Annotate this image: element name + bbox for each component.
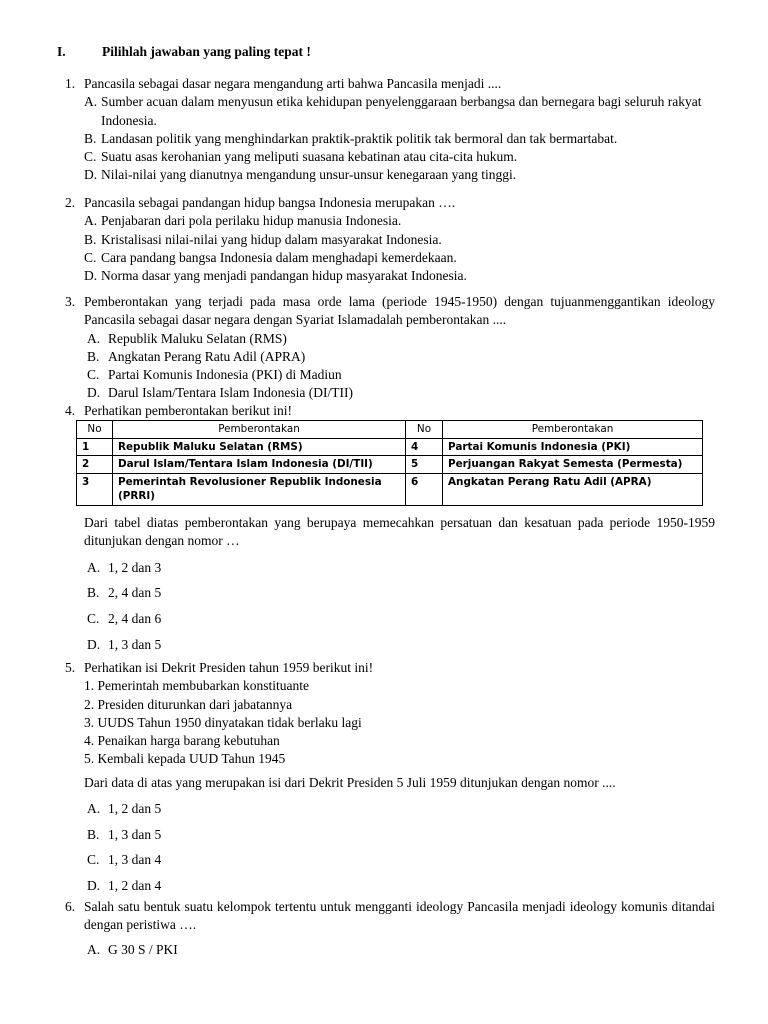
question-number: 5. bbox=[65, 660, 76, 675]
answer-option bbox=[84, 384, 715, 402]
answer-options bbox=[84, 555, 715, 658]
option-text: 1, 2 dan 4 bbox=[108, 878, 162, 894]
option-text: Partai Komunis Indonesia (PKI) di Madiun bbox=[108, 367, 342, 383]
answer-option bbox=[84, 937, 715, 963]
answer-option bbox=[84, 822, 715, 848]
table-header-row bbox=[77, 421, 703, 439]
question-text: Pancasila sebagai pandangan hidup bangsa Indonesia merupakan …. bbox=[84, 195, 456, 210]
answer-option bbox=[84, 330, 715, 348]
option-letter: D. bbox=[87, 878, 101, 894]
option-text: 1, 3 dan 5 bbox=[108, 636, 162, 652]
answer-option bbox=[84, 212, 715, 230]
option-text: Angkatan Perang Ratu Adil (APRA) bbox=[108, 348, 306, 364]
option-letter: B. bbox=[87, 348, 100, 364]
option-letter: C. bbox=[84, 149, 97, 165]
list-item: 2. Presiden diturunkan dari jabatannya bbox=[84, 696, 293, 712]
table-row bbox=[77, 473, 703, 505]
option-text: Nilai-nilai yang dianutnya mengandung unsur-unsur kenegaraan yang tinggi. bbox=[101, 167, 517, 183]
option-text: 1, 3 dan 4 bbox=[108, 852, 162, 868]
section-number: I. bbox=[57, 44, 66, 59]
answer-option bbox=[84, 267, 715, 285]
question-6 bbox=[65, 898, 715, 962]
question-text: Perhatikan isi Dekrit Presiden tahun 1959 berikut ini! bbox=[84, 660, 374, 675]
answer-option bbox=[84, 348, 715, 366]
question-text: Salah satu bentuk suatu kelompok tertentu untuk mengganti ideology Pancasila menjadi ideology komunis ditandai dengan peristiwa …. bbox=[84, 899, 715, 933]
answer-options bbox=[84, 330, 715, 403]
column-header: Pemberontakan bbox=[113, 421, 406, 439]
option-letter: A. bbox=[87, 941, 101, 957]
list-item: 5. Kembali kepada UUD Tahun 1945 bbox=[84, 751, 286, 767]
answer-option bbox=[84, 580, 715, 606]
question-1 bbox=[65, 75, 715, 185]
option-text: 1, 2 dan 3 bbox=[108, 559, 162, 575]
table-cell: 4 bbox=[406, 438, 443, 456]
list-item: 4. Penaikan harga barang kebutuhan bbox=[84, 733, 280, 749]
option-letter: A. bbox=[87, 801, 101, 817]
option-text: G 30 S / PKI bbox=[108, 941, 178, 957]
option-letter: C. bbox=[87, 611, 100, 626]
option-letter: B. bbox=[87, 826, 100, 842]
option-letter: B. bbox=[87, 585, 100, 601]
question-4-prompt bbox=[65, 514, 715, 657]
option-text: Republik Maluku Selatan (RMS) bbox=[108, 330, 287, 346]
option-letter: A. bbox=[84, 213, 98, 229]
option-letter: D. bbox=[87, 636, 101, 652]
option-letter: C. bbox=[87, 367, 100, 383]
option-letter: A. bbox=[87, 330, 101, 346]
answer-option bbox=[84, 555, 715, 581]
question-number: 6. bbox=[65, 899, 76, 914]
answer-option bbox=[84, 606, 715, 632]
table-row bbox=[77, 456, 703, 474]
option-text: Kristalisasi nilai-nilai yang hidup dalam masyarakat Indonesia. bbox=[101, 231, 442, 247]
question-text: Pemberontakan yang terjadi pada masa orde lama (periode 1945-1950) dengan tujuanmenggantikan ideology Pancasila sebagai dasar negara dengan Syariat Islamadalah pemberontakan .... bbox=[84, 294, 715, 328]
option-letter: A. bbox=[87, 559, 101, 575]
question-number: 4. bbox=[65, 403, 76, 418]
question-text: Dari tabel diatas pemberontakan yang berupaya memecahkan persatuan dan kesatuan pada periode 1950-1959 ditunjukan dengan nomor … bbox=[84, 515, 715, 549]
option-letter: D. bbox=[87, 385, 101, 401]
answer-option bbox=[84, 148, 715, 166]
option-text: Landasan politik yang menghindarkan praktik-praktik politik tak bermoral dan tak bermartabat. bbox=[101, 130, 618, 146]
option-text: Penjabaran dari pola perilaku hidup manusia Indonesia. bbox=[101, 213, 402, 229]
question-text: Perhatikan pemberontakan berikut ini! bbox=[84, 403, 293, 418]
question-4 bbox=[65, 402, 715, 420]
question-5 bbox=[65, 659, 715, 899]
table-cell: 5 bbox=[406, 456, 443, 474]
question-text: Pancasila sebagai dasar negara mengandung arti bahwa Pancasila menjadi .... bbox=[84, 76, 502, 91]
table-cell: Pemerintah Revolusioner Republik Indonesia (PRRI) bbox=[113, 473, 406, 505]
option-text: 2, 4 dan 6 bbox=[108, 611, 162, 626]
table-cell: 2 bbox=[77, 456, 113, 474]
table-cell: Perjuangan Rakyat Semesta (Permesta) bbox=[443, 456, 703, 474]
option-letter: C. bbox=[87, 852, 100, 868]
answer-option bbox=[84, 632, 715, 658]
option-text: Sumber acuan dalam menyusun etika kehidupan penyelenggaraan berbangsa dan bernegara bagi seluruh rakyat Indonesia. bbox=[101, 94, 702, 128]
table-cell: 6 bbox=[406, 473, 443, 505]
option-text: Norma dasar yang menjadi pandangan hidup masyarakat Indonesia. bbox=[101, 268, 467, 284]
option-text: Cara pandang bangsa Indonesia dalam menghadapi kemerdekaan. bbox=[101, 249, 457, 265]
option-text: Darul Islam/Tentara Islam Indonesia (DI/TII) bbox=[108, 385, 353, 401]
answer-option bbox=[84, 796, 715, 822]
table-cell: Angkatan Perang Ratu Adil (APRA) bbox=[443, 473, 703, 505]
table-cell: Republik Maluku Selatan (RMS) bbox=[113, 438, 406, 456]
question-number: 2. bbox=[65, 195, 76, 210]
answer-option bbox=[84, 249, 715, 267]
option-letter: D. bbox=[84, 167, 98, 183]
list-item: 3. UUDS Tahun 1950 dinyatakan tidak berlaku lagi bbox=[84, 714, 362, 730]
answer-options bbox=[84, 796, 715, 899]
option-letter: A. bbox=[84, 94, 98, 110]
column-header: No bbox=[77, 421, 113, 439]
table-cell: Darul Islam/Tentara Islam Indonesia (DI/TII) bbox=[113, 456, 406, 474]
list-item: 1. Pemerintah membubarkan konstituante bbox=[84, 678, 309, 694]
option-text: Suatu asas kerohanian yang meliputi suasana kebatinan atau cita-cita hukum. bbox=[101, 149, 518, 165]
answer-options bbox=[84, 212, 715, 285]
table-cell: Partai Komunis Indonesia (PKI) bbox=[443, 438, 703, 456]
column-header: No bbox=[406, 421, 443, 439]
answer-option bbox=[84, 93, 715, 130]
table-cell: 1 bbox=[77, 438, 113, 456]
decree-list bbox=[84, 677, 715, 768]
question-3 bbox=[65, 293, 715, 403]
section-title: Pilihlah jawaban yang paling tepat ! bbox=[102, 44, 311, 59]
question-number: 1. bbox=[65, 76, 76, 91]
option-letter: C. bbox=[84, 249, 97, 265]
answer-option bbox=[84, 847, 715, 873]
option-letter: D. bbox=[84, 268, 98, 284]
option-letter: B. bbox=[84, 231, 97, 247]
answer-option bbox=[84, 231, 715, 249]
option-letter: B. bbox=[84, 130, 97, 146]
answer-options bbox=[84, 937, 715, 963]
option-text: 2, 4 dan 5 bbox=[108, 585, 162, 601]
option-text: 1, 3 dan 5 bbox=[108, 826, 162, 842]
answer-option bbox=[84, 366, 715, 384]
answer-option bbox=[84, 130, 715, 148]
rebellion-table bbox=[76, 420, 703, 506]
table-cell: 3 bbox=[77, 473, 113, 505]
column-header: Pemberontakan bbox=[443, 421, 703, 439]
answer-options bbox=[84, 93, 715, 184]
question-number: 3. bbox=[65, 294, 76, 309]
table-row bbox=[77, 438, 703, 456]
answer-option bbox=[84, 166, 715, 184]
question-2 bbox=[65, 194, 715, 285]
section-heading bbox=[57, 44, 311, 60]
answer-option bbox=[84, 873, 715, 899]
option-text: 1, 2 dan 5 bbox=[108, 801, 162, 817]
question-prompt: Dari data di atas yang merupakan isi dari Dekrit Presiden 5 Juli 1959 ditunjukan dengan nomor .... bbox=[84, 774, 616, 790]
